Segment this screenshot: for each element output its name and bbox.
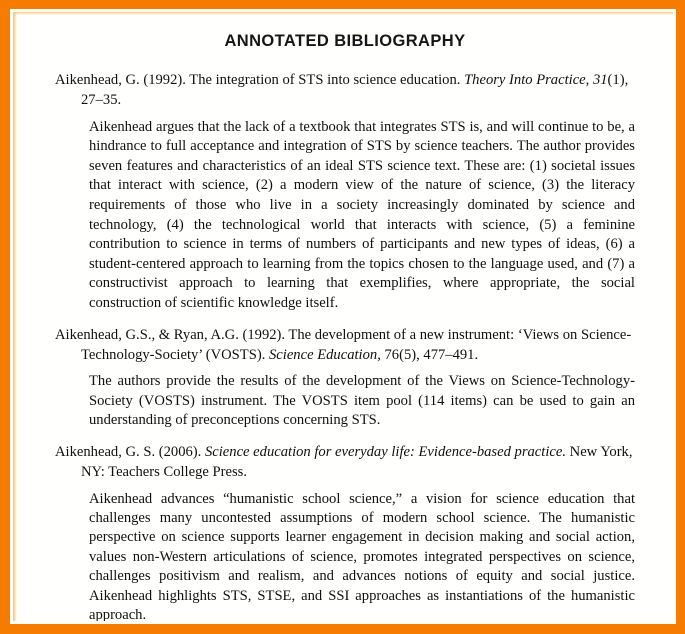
citation-source-detail: (1), 27–35. (81, 72, 629, 109)
annotation-paragraph: Aikenhead argues that the lack of a textbook that integrates STS is, and will continue to be, a hindrance to full acceptance and integration of STS by science teachers. The author provides seven features and characteristics of an ideal STS science text. These are: (1) societal issues that interact with science, (2) a modern view of the nature of science, (3) the literacy requirements of those who live in a society increasingly dominated by science and technology, (4) the technological world that interacts with science, (5) a feminine contribution to science in terms of numbers of participants and new types of ideas, (6) a student-centered approach to learning from the topics chosen to the language used, and (7) a constructivist approach to learning that exemplifies, where appropriate, the social construction of scientific knowledge itself. (89, 118, 635, 311)
annotation-paragraph: The authors provide the results of the development of the Views on Science-Technology-Society (VOSTS) instrument. The VOSTS item pool (114 items) can be used to gain an understanding of preconceptions concerning STS. (89, 373, 635, 429)
page-title: ANNOTATED BIBLIOGRAPHY (224, 32, 466, 50)
citation-source-italic: Science education for everyday life: Evidence-based practice. (204, 443, 567, 460)
citation-reference (55, 70, 635, 111)
citation-source-italic: Science Education, (269, 346, 381, 363)
citation-author-title: Aikenhead, G. S. (2006). (55, 443, 205, 460)
page-inner-surface (10, 9, 676, 624)
citation-source-detail: New York, NY: Teachers College Press. (81, 443, 633, 481)
bibliography-entry (55, 70, 635, 314)
citation-author-title: Aikenhead, G. (1992). The integration of STS into science education. (55, 72, 465, 88)
annotation-paragraph: Aikenhead advances “humanistic school science,” a vision for science education that challenges many uncontested assumptions of modern school science. The humanistic perspective on science supports learner engagement in decision making and social action, values non-Western articulations of science, promotes integrated perspectives on science, challenges positivism and realism, and advances notions of equity and social justice. Aikenhead highlights STS, STSE, and SSI approaches as instantiations of the humanistic approach. (89, 490, 635, 623)
bibliography-entry (55, 442, 635, 624)
citation-author-title: Aikenhead, G.S., & Ryan, A.G. (1992). The development of a new instrument: ‘Views on Science-Technology-Society’ (VOSTS). (55, 326, 632, 363)
citation-reference (55, 442, 635, 483)
citation-source-italic: Theory Into Practice, 31 (464, 72, 608, 88)
citation-reference (55, 325, 635, 366)
document-body (13, 12, 673, 621)
bibliography-entry (55, 325, 635, 431)
citation-source-detail: 76(5), 477–491. (380, 346, 479, 363)
